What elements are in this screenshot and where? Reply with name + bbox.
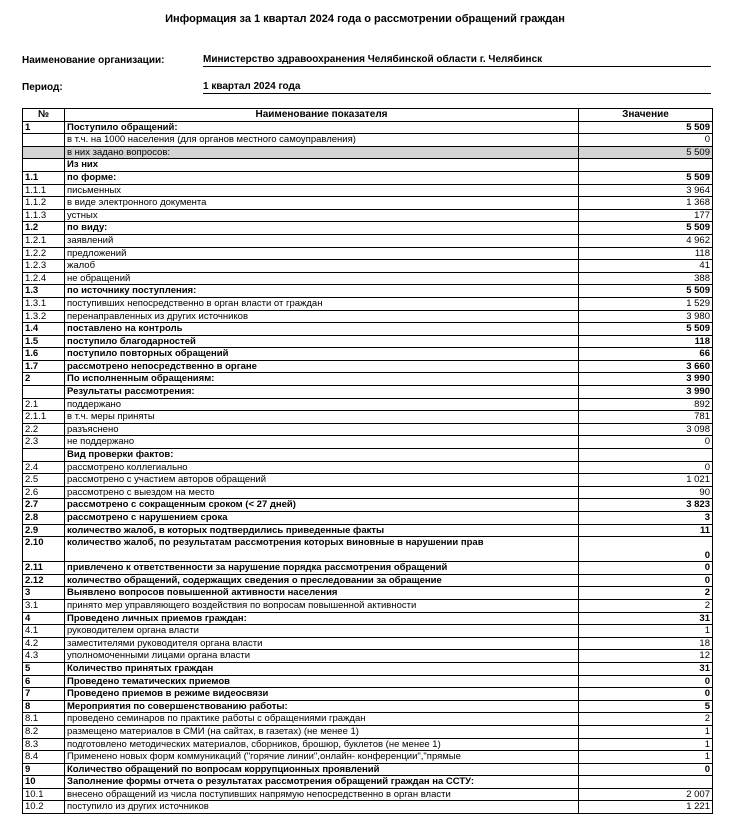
- row-indicator-name: Результаты рассмотрения:: [65, 386, 579, 399]
- row-indicator-name: принято мер управляющего воздействия по вопросам повышенной активности: [65, 599, 579, 612]
- table-row: [23, 599, 713, 612]
- table-row: [23, 386, 713, 399]
- row-indicator-name: Проведено личных приемов граждан:: [65, 612, 579, 625]
- row-value: 2 007: [579, 788, 713, 801]
- row-number: 1.2.3: [23, 260, 65, 273]
- row-indicator-name: поставлено на контроль: [65, 323, 579, 336]
- row-number: 4.3: [23, 650, 65, 663]
- table-row: [23, 159, 713, 172]
- row-value: 1 529: [579, 297, 713, 310]
- row-indicator-name: Вид проверки фактов:: [65, 449, 579, 462]
- row-number: 7: [23, 688, 65, 701]
- row-number: 1.1: [23, 171, 65, 184]
- table-row: [23, 751, 713, 764]
- row-number: 1: [23, 121, 65, 134]
- row-value: 11: [579, 524, 713, 537]
- row-value: 177: [579, 209, 713, 222]
- row-indicator-name: Заполнение формы отчета о результатах рассмотрения обращений граждан на ССТУ:: [65, 776, 579, 789]
- table-row: [23, 411, 713, 424]
- table-row: [23, 260, 713, 273]
- row-number: [23, 386, 65, 399]
- table-row: [23, 713, 713, 726]
- row-value: 3 823: [579, 499, 713, 512]
- table-row: [23, 738, 713, 751]
- row-indicator-name: по виду:: [65, 222, 579, 235]
- row-indicator-name: поддержано: [65, 398, 579, 411]
- row-number: 1.1.2: [23, 197, 65, 210]
- row-indicator-name: в виде электронного документа: [65, 197, 579, 210]
- row-number: 2.1: [23, 398, 65, 411]
- row-number: 2.4: [23, 461, 65, 474]
- table-row: [23, 197, 713, 210]
- row-value: 3 098: [579, 423, 713, 436]
- table-row: [23, 801, 713, 814]
- row-number: 1.3.1: [23, 297, 65, 310]
- row-indicator-name: Проведено тематических приемов: [65, 675, 579, 688]
- table-row: [23, 335, 713, 348]
- table-row: [23, 625, 713, 638]
- row-indicator-name: подготовлено методических материалов, сборников, брошюр, буклетов (не менее 1): [65, 738, 579, 751]
- row-number: 2.10: [23, 537, 65, 562]
- table-row: [23, 725, 713, 738]
- row-number: 10.1: [23, 788, 65, 801]
- row-value: 1: [579, 738, 713, 751]
- row-value: 41: [579, 260, 713, 273]
- row-indicator-name: перенаправленных из других источников: [65, 310, 579, 323]
- table-row: [23, 499, 713, 512]
- row-value: 0: [579, 688, 713, 701]
- row-value: 5 509: [579, 285, 713, 298]
- table-row: [23, 486, 713, 499]
- table-row: [23, 537, 713, 562]
- row-number: 3.1: [23, 599, 65, 612]
- row-indicator-name: рассмотрено с выездом на место: [65, 486, 579, 499]
- row-value: 118: [579, 335, 713, 348]
- row-value: 3 964: [579, 184, 713, 197]
- table-row: [23, 788, 713, 801]
- row-indicator-name: По исполненным обращениям:: [65, 373, 579, 386]
- table-row: [23, 574, 713, 587]
- table-row: [23, 272, 713, 285]
- row-value: 0: [579, 763, 713, 776]
- row-value: 781: [579, 411, 713, 424]
- row-value: 0: [579, 574, 713, 587]
- indicators-table: [22, 108, 713, 814]
- row-value: 2: [579, 713, 713, 726]
- row-indicator-name: количество обращений, содержащих сведения о преследовании за обращение: [65, 574, 579, 587]
- row-indicator-name: рассмотрено с нарушением срока: [65, 512, 579, 525]
- row-value: 0: [579, 461, 713, 474]
- table-row: [23, 637, 713, 650]
- table-row: [23, 662, 713, 675]
- row-value: 1 021: [579, 474, 713, 487]
- row-number: 2.9: [23, 524, 65, 537]
- row-indicator-name: Проведено приемов в режиме видеосвязи: [65, 688, 579, 701]
- row-value: 118: [579, 247, 713, 260]
- row-number: 1.1.1: [23, 184, 65, 197]
- row-indicator-name: Количество принятых граждан: [65, 662, 579, 675]
- row-value: [579, 159, 713, 172]
- row-indicator-name: заместителями руководителя органа власти: [65, 637, 579, 650]
- table-row: [23, 121, 713, 134]
- row-value: 2: [579, 599, 713, 612]
- row-number: 8: [23, 700, 65, 713]
- row-indicator-name: не поддержано: [65, 436, 579, 449]
- row-indicator-name: уполномоченными лицами органа власти: [65, 650, 579, 663]
- row-indicator-name: не обращений: [65, 272, 579, 285]
- table-row: [23, 474, 713, 487]
- row-value: 31: [579, 612, 713, 625]
- row-number: 2.7: [23, 499, 65, 512]
- table-row: [23, 675, 713, 688]
- row-value: 388: [579, 272, 713, 285]
- row-value: 3 980: [579, 310, 713, 323]
- row-indicator-name: предложений: [65, 247, 579, 260]
- row-indicator-name: в них задано вопросов:: [65, 146, 579, 159]
- row-number: 3: [23, 587, 65, 600]
- row-indicator-name: по источнику поступления:: [65, 285, 579, 298]
- report-title: Информация за 1 квартал 2024 года о рассмотрении обращений граждан: [165, 13, 565, 25]
- row-indicator-name: в т.ч. на 1000 населения (для органов местного самоуправления): [65, 134, 579, 147]
- row-number: 8.1: [23, 713, 65, 726]
- row-indicator-name: руководителем органа власти: [65, 625, 579, 638]
- row-indicator-name: устных: [65, 209, 579, 222]
- period-label: Период:: [22, 82, 63, 93]
- table-row: [23, 323, 713, 336]
- table-row: [23, 398, 713, 411]
- row-indicator-name: поступило благодарностей: [65, 335, 579, 348]
- table-row: [23, 310, 713, 323]
- row-value: 66: [579, 348, 713, 361]
- organization-label: Наименование организации:: [22, 55, 165, 66]
- table-row: [23, 688, 713, 701]
- row-number: 10: [23, 776, 65, 789]
- row-indicator-name: количество жалоб, по результатам рассмотрения которых виновные в нарушении прав: [65, 537, 579, 562]
- row-value: 5 509: [579, 222, 713, 235]
- row-number: 8.3: [23, 738, 65, 751]
- row-indicator-name: по форме:: [65, 171, 579, 184]
- row-indicator-name: в т.ч. меры приняты: [65, 411, 579, 424]
- row-indicator-name: привлечено к ответственности за нарушение порядка рассмотрения обращений: [65, 562, 579, 575]
- row-number: [23, 146, 65, 159]
- column-header-indicator: Наименование показателя: [65, 109, 579, 122]
- row-number: 1.2.2: [23, 247, 65, 260]
- row-value: 3 990: [579, 373, 713, 386]
- table-row: [23, 222, 713, 235]
- row-number: 2.2: [23, 423, 65, 436]
- period-value: 1 квартал 2024 года: [203, 81, 711, 94]
- table-row: [23, 285, 713, 298]
- row-value: 0: [579, 134, 713, 147]
- table-row: [23, 209, 713, 222]
- table-row: [23, 184, 713, 197]
- row-value: 2: [579, 587, 713, 600]
- row-indicator-name: Выявлено вопросов повышенной активности населения: [65, 587, 579, 600]
- row-number: 4.1: [23, 625, 65, 638]
- row-indicator-name: рассмотрено с сокращенным сроком (< 27 дней): [65, 499, 579, 512]
- row-value: 3: [579, 512, 713, 525]
- row-number: 1.7: [23, 360, 65, 373]
- row-value: [579, 776, 713, 789]
- row-indicator-name: поступивших непосредственно в орган власти от граждан: [65, 297, 579, 310]
- row-indicator-name: поступило повторных обращений: [65, 348, 579, 361]
- table-row: [23, 171, 713, 184]
- table-row: [23, 348, 713, 361]
- column-header-number: №: [23, 109, 65, 122]
- row-value: 1 221: [579, 801, 713, 814]
- row-value: 18: [579, 637, 713, 650]
- row-number: 8.4: [23, 751, 65, 764]
- row-number: 2.8: [23, 512, 65, 525]
- row-value: 5: [579, 700, 713, 713]
- row-value: 3 660: [579, 360, 713, 373]
- row-number: 1.2: [23, 222, 65, 235]
- table-row: [23, 297, 713, 310]
- row-number: 2.6: [23, 486, 65, 499]
- row-value: 12: [579, 650, 713, 663]
- row-indicator-name: Поступило обращений:: [65, 121, 579, 134]
- row-indicator-name: заявлений: [65, 234, 579, 247]
- row-number: 1.5: [23, 335, 65, 348]
- table-row: [23, 512, 713, 525]
- row-number: 5: [23, 662, 65, 675]
- row-indicator-name: количество жалоб, в которых подтвердились приведенные факты: [65, 524, 579, 537]
- table-row: [23, 650, 713, 663]
- table-header-row: [23, 109, 713, 122]
- row-number: 10.2: [23, 801, 65, 814]
- table-row: [23, 524, 713, 537]
- table-row: [23, 436, 713, 449]
- row-indicator-name: жалоб: [65, 260, 579, 273]
- row-number: 1.6: [23, 348, 65, 361]
- row-value: 90: [579, 486, 713, 499]
- row-value: 892: [579, 398, 713, 411]
- column-header-value: Значение: [579, 109, 713, 122]
- row-number: 2.5: [23, 474, 65, 487]
- row-value: [579, 449, 713, 462]
- row-value: 31: [579, 662, 713, 675]
- row-value: 3 990: [579, 386, 713, 399]
- row-value: 0: [579, 537, 713, 562]
- row-number: 2.1.1: [23, 411, 65, 424]
- table-row: [23, 562, 713, 575]
- row-indicator-name: внесено обращений из числа поступивших напрямую непосредственно в орган власти: [65, 788, 579, 801]
- row-value: 1 368: [579, 197, 713, 210]
- row-value: 0: [579, 436, 713, 449]
- table-row: [23, 461, 713, 474]
- table-row: [23, 146, 713, 159]
- row-indicator-name: Применено новых форм коммуникаций ("горячие линии",онлайн- конференции","прямые: [65, 751, 579, 764]
- table-row: [23, 247, 713, 260]
- row-indicator-name: поступило из других источников: [65, 801, 579, 814]
- row-indicator-name: разъяснено: [65, 423, 579, 436]
- table-row: [23, 360, 713, 373]
- row-value: 5 509: [579, 146, 713, 159]
- row-number: 1.4: [23, 323, 65, 336]
- row-value: 0: [579, 562, 713, 575]
- table-row: [23, 134, 713, 147]
- row-number: 1.2.1: [23, 234, 65, 247]
- row-number: 9: [23, 763, 65, 776]
- row-number: [23, 159, 65, 172]
- row-number: 1.3: [23, 285, 65, 298]
- row-value: 5 509: [579, 323, 713, 336]
- row-value: 5 509: [579, 121, 713, 134]
- row-value: 4 962: [579, 234, 713, 247]
- row-indicator-name: размещено материалов в СМИ (на сайтах, в газетах) (не менее 1): [65, 725, 579, 738]
- row-number: [23, 134, 65, 147]
- row-value: 1: [579, 625, 713, 638]
- row-number: 2.12: [23, 574, 65, 587]
- table-row: [23, 587, 713, 600]
- row-indicator-name: Из них: [65, 159, 579, 172]
- row-value: 5 509: [579, 171, 713, 184]
- table-row: [23, 423, 713, 436]
- table-row: [23, 612, 713, 625]
- row-number: 2.11: [23, 562, 65, 575]
- row-value: 1: [579, 725, 713, 738]
- row-number: 4.2: [23, 637, 65, 650]
- row-value: 0: [579, 675, 713, 688]
- row-indicator-name: проведено семинаров по практике работы с обращениями граждан: [65, 713, 579, 726]
- row-number: [23, 449, 65, 462]
- table-row: [23, 373, 713, 386]
- row-indicator-name: рассмотрено непосредственно в органе: [65, 360, 579, 373]
- row-indicator-name: Количество обращений по вопросам коррупционных проявлений: [65, 763, 579, 776]
- row-indicator-name: письменных: [65, 184, 579, 197]
- row-number: 8.2: [23, 725, 65, 738]
- table-row: [23, 776, 713, 789]
- row-number: 1.3.2: [23, 310, 65, 323]
- organization-value: Министерство здравоохранения Челябинской области г. Челябинск: [203, 54, 711, 67]
- row-indicator-name: рассмотрено коллегиально: [65, 461, 579, 474]
- row-number: 2: [23, 373, 65, 386]
- table-row: [23, 449, 713, 462]
- row-value: 1: [579, 751, 713, 764]
- row-number: 6: [23, 675, 65, 688]
- row-number: 4: [23, 612, 65, 625]
- table-body: [23, 121, 713, 813]
- row-number: 1.2.4: [23, 272, 65, 285]
- row-indicator-name: рассмотрено с участием авторов обращений: [65, 474, 579, 487]
- row-number: 1.1.3: [23, 209, 65, 222]
- row-number: 2.3: [23, 436, 65, 449]
- row-indicator-name: Мероприятия по совершенствованию работы:: [65, 700, 579, 713]
- table-row: [23, 763, 713, 776]
- table-row: [23, 234, 713, 247]
- table-row: [23, 700, 713, 713]
